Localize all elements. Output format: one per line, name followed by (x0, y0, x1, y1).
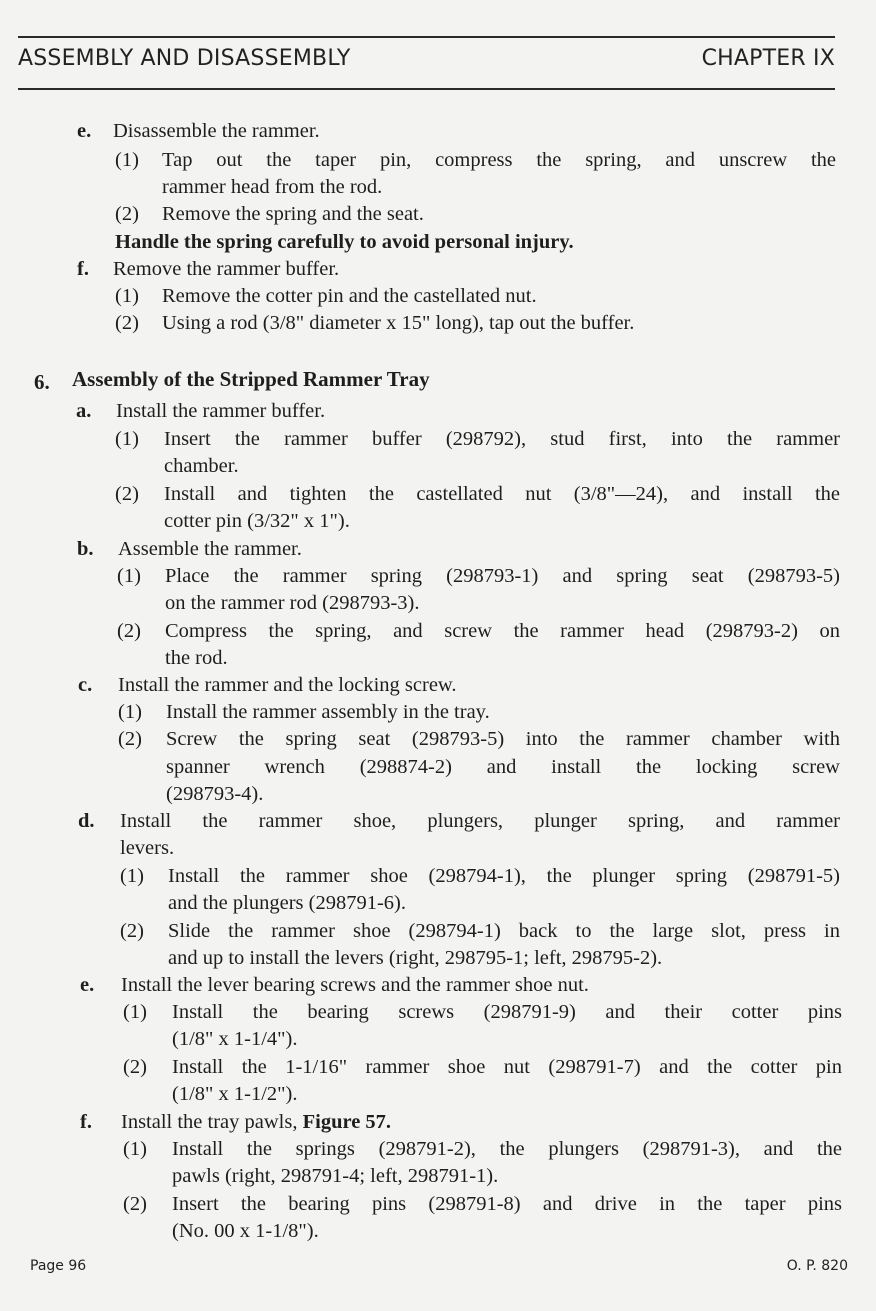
step-text: rammer head from the rod. (162, 176, 383, 198)
step-text: pawls (right, 298791-4; left, 298791-1). (172, 1165, 499, 1187)
step-text: Tap out the taper pin, compress the spring, and unscrew the (162, 149, 836, 171)
step-number: (1) (123, 1138, 147, 1160)
item-text (121, 1109, 391, 1136)
step-text: Slide the rammer shoe (298794-1) back to the large slot, press in (168, 920, 840, 942)
figure-reference[interactable]: Figure 57. (302, 1111, 392, 1133)
warning-text: Handle the spring carefully to avoid personal injury. (115, 231, 574, 253)
header-title: ASSEMBLY AND DISASSEMBLY (18, 46, 351, 71)
item-label: e. (77, 120, 92, 142)
step-text: Install and tighten the castellated nut (3/8"—24), and install the (164, 483, 840, 505)
item-text: levers. (120, 837, 175, 859)
step-number: (2) (118, 728, 142, 750)
item-text-plain: Install the tray pawls, (121, 1111, 303, 1133)
section-heading: Assembly of the Stripped Rammer Tray (72, 367, 430, 391)
step-text: Insert the bearing pins (298791-8) and drive in the taper pins (172, 1193, 842, 1215)
step-text: and the plungers (298791-6). (168, 892, 406, 914)
step-number: (1) (118, 701, 142, 723)
item-label: c. (78, 674, 93, 696)
step-text: Insert the rammer buffer (298792), stud first, into the rammer (164, 428, 840, 450)
step-text: Remove the cotter pin and the castellated nut. (162, 285, 537, 307)
step-number: (1) (115, 428, 139, 450)
item-label: d. (78, 810, 95, 832)
step-text: (1/8" x 1-1/2"). (172, 1083, 298, 1105)
header-rule-top (18, 36, 835, 38)
step-text: cotter pin (3/32" x 1"). (164, 510, 350, 532)
item-text: Assemble the rammer. (118, 538, 302, 560)
step-text: Place the rammer spring (298793-1) and spring seat (298793-5) (165, 565, 840, 587)
step-text: Install the 1-1/16" rammer shoe nut (298791-7) and the cotter pin (172, 1056, 842, 1078)
step-text: Using a rod (3/8" diameter x 15" long), tap out the buffer. (162, 312, 635, 334)
item-text: Install the rammer and the locking screw. (118, 674, 457, 696)
item-text: Install the rammer shoe, plungers, plunger spring, and rammer (120, 810, 840, 832)
page-footer (30, 1258, 848, 1274)
header-chapter: CHAPTER IX (701, 46, 835, 71)
step-number: (2) (115, 312, 139, 334)
step-number: (1) (115, 149, 139, 171)
step-text: Install the rammer shoe (298794-1), the plunger spring (298791-5) (168, 865, 840, 887)
step-text: the rod. (165, 647, 228, 669)
step-number: (2) (120, 920, 144, 942)
running-header (18, 46, 835, 71)
header-rule-bottom (18, 88, 835, 90)
step-number: (2) (123, 1056, 147, 1078)
step-text: Install the springs (298791-2), the plungers (298791-3), and the (172, 1138, 842, 1160)
step-text: on the rammer rod (298793-3). (165, 592, 420, 614)
item-label: a. (76, 400, 92, 422)
item-label: e. (80, 974, 95, 996)
step-text: (1/8" x 1-1/4"). (172, 1028, 298, 1050)
section-number: 6. (34, 370, 50, 394)
item-label: f. (80, 1111, 92, 1133)
step-text: Screw the spring seat (298793-5) into the rammer chamber with (166, 728, 840, 750)
step-number: (2) (115, 483, 139, 505)
step-number: (1) (120, 865, 144, 887)
item-text: Install the lever bearing screws and the rammer shoe nut. (121, 974, 589, 996)
step-number: (2) (123, 1193, 147, 1215)
item-text: Install the rammer buffer. (116, 400, 326, 422)
step-number: (2) (115, 203, 139, 225)
step-number: (1) (115, 285, 139, 307)
step-text: (298793-4). (166, 783, 264, 805)
item-text: Disassemble the rammer. (113, 120, 320, 142)
step-text: Install the bearing screws (298791-9) and their cotter pins (172, 1001, 842, 1023)
step-text: spanner wrench (298874-2) and install the locking screw (166, 756, 840, 778)
step-text: (No. 00 x 1-1/8"). (172, 1220, 319, 1242)
step-text: chamber. (164, 455, 239, 477)
step-text: Compress the spring, and screw the rammer head (298793-2) on (165, 620, 840, 642)
page-number: Page 96 (30, 1258, 87, 1274)
step-number: (1) (117, 565, 141, 587)
step-number: (2) (117, 620, 141, 642)
item-text: Remove the rammer buffer. (113, 258, 340, 280)
step-text: Remove the spring and the seat. (162, 203, 424, 225)
step-number: (1) (123, 1001, 147, 1023)
document-number: O. P. 820 (786, 1258, 848, 1274)
item-label: b. (77, 538, 94, 560)
item-label: f. (77, 258, 89, 280)
step-text: Install the rammer assembly in the tray. (166, 701, 490, 723)
step-text: and up to install the levers (right, 298795-1; left, 298795-2). (168, 947, 663, 969)
